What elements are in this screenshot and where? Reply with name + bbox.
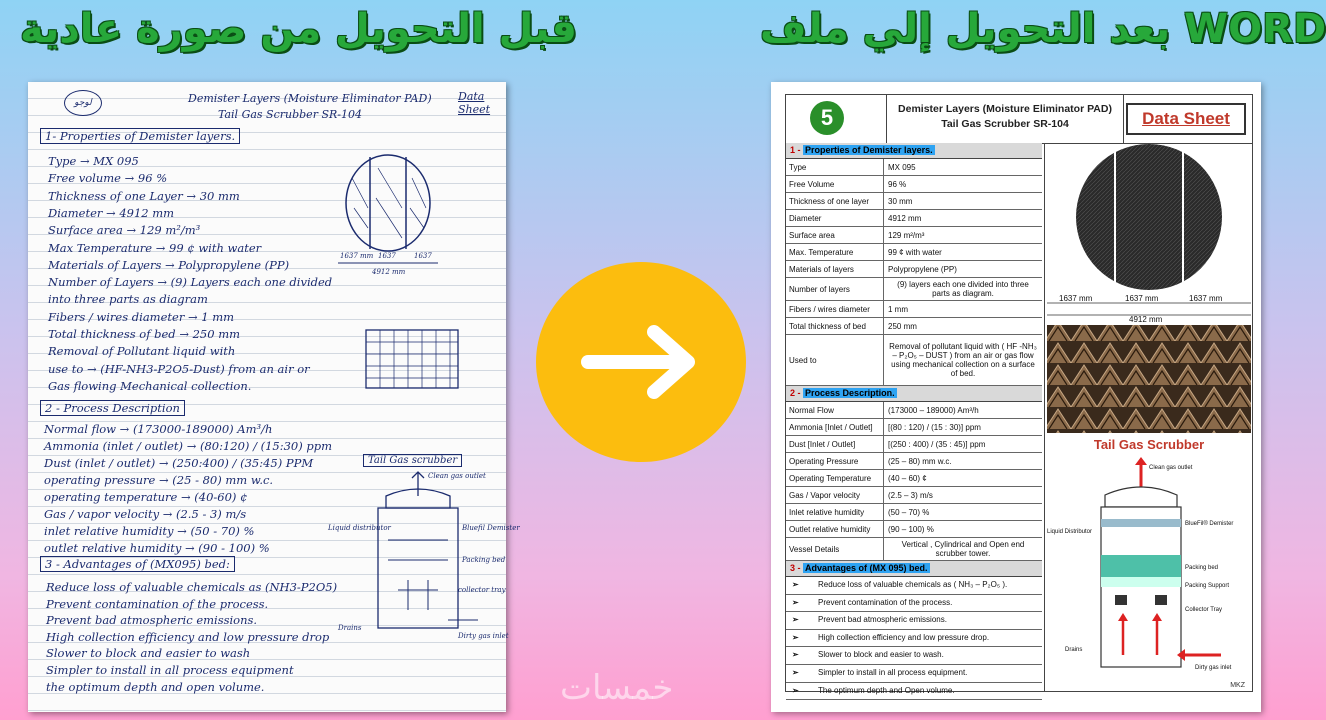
table-row xyxy=(786,504,1042,521)
row-label: Ammonia [Inlet / Outlet] xyxy=(786,419,884,435)
hw-line: operating temperature → (40-60) ¢ xyxy=(44,490,248,504)
hw-line: High collection efficiency and low pressure drop xyxy=(46,629,330,644)
packing-photo xyxy=(1047,325,1251,433)
dim-1: 1637 mm xyxy=(1059,294,1093,303)
bullet-arrow-icon: ➢ xyxy=(792,597,799,607)
row-value: 129 m²/m³ xyxy=(888,230,925,240)
row-value: Polypropylene (PP) xyxy=(888,264,957,274)
hw-line: operating pressure → (25 - 80) mm w.c. xyxy=(44,473,274,487)
doc-figures xyxy=(1044,143,1253,691)
hw-line: Gas / vapor velocity → (2.5 - 3) m/s xyxy=(44,507,247,521)
table-row xyxy=(786,470,1042,487)
hw-line: Ammonia (inlet / outlet) → (80:120) / (15:30) ppm xyxy=(44,439,332,453)
hw-dim-2: 1637 xyxy=(378,252,396,260)
hw-sketch-title: Tail Gas scrubber xyxy=(363,454,462,467)
row-value: (90 – 100) % xyxy=(888,524,934,534)
doc-subtitle: Tail Gas Scrubber SR-104 xyxy=(941,118,1069,130)
dim-3: 1637 mm xyxy=(1189,294,1223,303)
hw-line: outlet relative humidity → (90 - 100) % xyxy=(44,541,270,555)
row-label: Surface area xyxy=(786,227,884,243)
hw-label-liquid: Liquid distributor xyxy=(328,524,391,532)
row-label: Operating Temperature xyxy=(786,470,884,486)
table-row xyxy=(786,278,1042,301)
row-label: Number of layers xyxy=(786,278,884,300)
table-row xyxy=(786,419,1042,436)
label-bluefil: BlueFil® Demister xyxy=(1185,521,1234,527)
advantage-text: Simpler to install in all process equipment. xyxy=(818,667,968,677)
row-value: Removal of pollutant liquid with ( HF -NH₃ – P₂O₅ – DUST ) from an air or gas flow using mechanical collection on a surface of bed. xyxy=(889,342,1037,378)
row-label: Outlet relative humidity xyxy=(786,521,884,537)
advantage-text: High collection efficiency and low pressure drop. xyxy=(818,632,990,642)
advantage-text: Slower to block and easier to wash. xyxy=(818,650,944,660)
hw-section1: 1- Properties of Demister layers. xyxy=(40,128,240,144)
row-label: Fibers / wires diameter xyxy=(786,301,884,317)
row-value: (40 – 60) ¢ xyxy=(888,473,927,483)
doc-number-badge: 5 xyxy=(810,101,844,135)
row-value: [(250 : 400) / (35 : 45)] ppm xyxy=(888,439,986,449)
label-drains: Drains xyxy=(1065,647,1083,653)
bullet-arrow-icon: ➢ xyxy=(792,667,799,677)
table-row xyxy=(786,227,1042,244)
hw-line: Diameter → 4912 mm xyxy=(48,205,175,220)
sec2-heading: 2 - Process Description. xyxy=(786,386,1042,402)
bullet-arrow-icon: ➢ xyxy=(792,632,799,642)
hw-label-drains: Drains xyxy=(338,624,362,632)
table-row xyxy=(786,193,1042,210)
row-value: [(80 : 120) / (15 : 30)] ppm xyxy=(888,422,981,432)
hw-dim-3: 1637 xyxy=(414,252,432,260)
bullet-arrow-icon: ➢ xyxy=(792,685,799,695)
hw-scrubber-sketch xyxy=(328,470,520,670)
hw-line: Materials of Layers → Polypropylene (PP) xyxy=(48,257,290,272)
hw-label-collector: collector tray xyxy=(458,586,506,594)
hw-label-packing: Packing bed xyxy=(462,556,506,564)
advantage-item xyxy=(786,647,1042,665)
table-row xyxy=(786,487,1042,504)
bullet-arrow-icon: ➢ xyxy=(792,615,799,625)
hw-label-clean: Clean gas outlet xyxy=(428,472,486,480)
row-label: Total thickness of bed xyxy=(786,318,884,334)
hw-line: Slower to block and easier to wash xyxy=(46,646,251,661)
hw-section2: 2 - Process Description xyxy=(40,400,185,416)
row-label: Operating Pressure xyxy=(786,453,884,469)
label-liquid: Liquid Distributor xyxy=(1047,529,1093,535)
hw-line: Fibers / wires diameter → 1 mm xyxy=(48,309,235,324)
hw-line: Type → MX 095 xyxy=(48,154,139,168)
hw-line: Prevent contamination of the process. xyxy=(46,596,269,611)
hw-line: Surface area → 129 m²/m³ xyxy=(48,223,201,238)
sec1-heading: 1 - Properties of Demister layers. xyxy=(786,143,1042,159)
table-row xyxy=(786,521,1042,538)
table-row xyxy=(786,436,1042,453)
row-value: 250 mm xyxy=(888,321,917,331)
hw-line: Thickness of one Layer → 30 mm xyxy=(48,188,240,203)
hw-dim-total: 4912 mm xyxy=(372,268,406,276)
dim-total: 4912 mm xyxy=(1129,315,1163,324)
row-value: 99 ¢ with water xyxy=(888,247,942,257)
table-row xyxy=(786,335,1042,386)
hw-line: Prevent bad atmospheric emissions. xyxy=(46,613,258,628)
row-value: (173000 – 189000) Am³/h xyxy=(888,405,979,415)
hw-section3: 3 - Advantages of (MX095) bed: xyxy=(40,556,235,572)
advantage-text: Prevent bad atmospheric emissions. xyxy=(818,615,947,625)
doc-header xyxy=(786,95,1252,144)
advantage-item xyxy=(786,577,1042,595)
table-row xyxy=(786,159,1042,176)
label-clean: Clean gas outlet xyxy=(1149,465,1193,471)
hw-line: Max Temperature → 99 ¢ with water xyxy=(48,240,262,255)
advantage-item xyxy=(786,612,1042,630)
after-heading: بعد التحويل إلي ملف WORD xyxy=(760,6,1326,52)
row-label: Dust [Inlet / Outlet] xyxy=(786,436,884,452)
row-label: Materials of layers xyxy=(786,261,884,277)
hw-subtitle: Tail Gas Scrubber SR-104 xyxy=(218,108,362,121)
row-label: Max. Temperature xyxy=(786,244,884,260)
word-document xyxy=(771,82,1261,712)
dim-2: 1637 mm xyxy=(1125,294,1159,303)
row-value: Vertical , Cylindrical and Open end scrubber tower. xyxy=(901,540,1025,558)
hw-line: Dust (inlet / outlet) → (250:400) / (35:45) PPM xyxy=(44,456,314,470)
row-label: Inlet relative humidity xyxy=(786,504,884,520)
table-row xyxy=(786,453,1042,470)
advantage-item xyxy=(786,595,1042,613)
demister-layer-diagram xyxy=(1045,143,1253,433)
bullet-arrow-icon: ➢ xyxy=(792,580,799,589)
doc-datasheet-label: Data Sheet xyxy=(1126,103,1246,135)
hw-line: Reduce loss of valuable chemicals as (NH3-P2O5) xyxy=(46,580,338,594)
label-packing: Packing bed xyxy=(1185,565,1219,571)
doc-title: Demister Layers (Moisture Eliminator PAD) xyxy=(898,103,1112,115)
row-label: Vessel Details xyxy=(786,538,884,560)
row-value: 96 % xyxy=(888,179,907,189)
row-value: 4912 mm xyxy=(888,213,922,223)
hw-line: Number of Layers → (9) Layers each one divided xyxy=(48,275,333,290)
hw-line: Total thickness of bed → 250 mm xyxy=(48,327,241,341)
row-label: Free Volume xyxy=(786,176,884,192)
hw-line: Removal of Pollutant liquid with xyxy=(48,344,236,359)
row-value: (25 – 80) mm w.c. xyxy=(888,456,952,466)
hw-label-dirty: Dirty gas inlet xyxy=(458,632,509,640)
doc-table xyxy=(786,143,1042,700)
label-collector: Collector Tray xyxy=(1185,607,1223,613)
hw-line: use to → (HF-NH3-P2O5-Dust) from an air or xyxy=(48,361,310,376)
sec3-heading: 3 - Advantages of (MX 095) bed. xyxy=(786,561,1042,577)
hw-line: Gas flowing Mechanical collection. xyxy=(48,378,252,393)
table-row xyxy=(786,261,1042,278)
row-label: Thickness of one layer xyxy=(786,193,884,209)
hw-label-bluefil: Bluefil Demister xyxy=(462,524,520,532)
table-row xyxy=(786,244,1042,261)
advantage-item xyxy=(786,683,1042,701)
advantage-item xyxy=(786,665,1042,683)
advantage-text: Prevent contamination of the process. xyxy=(818,597,953,607)
handwritten-sheet xyxy=(28,82,520,712)
hw-title: Demister Layers (Moisture Eliminator PAD) xyxy=(188,92,432,105)
hw-layer-sketch xyxy=(328,148,498,278)
label-dirty: Dirty gas inlet xyxy=(1195,665,1232,671)
right-arrow-icon xyxy=(536,262,746,462)
hw-grid-sketch xyxy=(364,328,464,392)
advantage-item xyxy=(786,630,1042,648)
table-row xyxy=(786,210,1042,227)
label-support: Packing Support xyxy=(1185,583,1230,589)
table-row xyxy=(786,176,1042,193)
hw-line: Normal flow → (173000-189000) Am³/h xyxy=(44,422,273,436)
row-value: MX 095 xyxy=(888,162,916,172)
before-heading: قبل التحويل من صورة عادية xyxy=(20,6,577,52)
table-row xyxy=(786,318,1042,335)
scrubber-title: Tail Gas Scrubber xyxy=(1093,437,1205,452)
table-row xyxy=(786,402,1042,419)
table-row xyxy=(786,538,1042,561)
watermark-logo: خمسات xyxy=(560,668,674,708)
hw-dim-1: 1637 mm xyxy=(340,252,374,260)
bullet-arrow-icon: ➢ xyxy=(792,650,799,660)
row-label: Diameter xyxy=(786,210,884,226)
row-label: Used to xyxy=(786,335,884,385)
logo-circle: لوجو xyxy=(64,90,102,116)
hw-line: the optimum depth and open volume. xyxy=(46,679,265,694)
hw-line: Free volume → 96 % xyxy=(48,171,168,186)
doc-mkz: MKZ xyxy=(1230,682,1245,689)
row-value: (9) layers each one divided into three parts as diagram. xyxy=(897,280,1029,298)
arrow-circle xyxy=(536,262,746,462)
table-row xyxy=(786,301,1042,318)
hw-line: Simpler to install in all process equipment xyxy=(46,663,294,677)
row-value: (50 – 70) % xyxy=(888,507,930,517)
row-value: 30 mm xyxy=(888,196,913,206)
advantage-text: The optimum depth and Open volume. xyxy=(818,685,955,695)
row-label: Gas / Vapor velocity xyxy=(786,487,884,503)
row-value: (2.5 – 3) m/s xyxy=(888,490,933,500)
row-label: Type xyxy=(786,159,884,175)
row-label: Normal Flow xyxy=(786,402,884,418)
advantage-text: Reduce loss of valuable chemicals as ( NH₃ – P₂O₅ ). xyxy=(818,580,1008,589)
scrubber-diagram xyxy=(1045,455,1253,691)
hw-line: inlet relative humidity → (50 - 70) % xyxy=(44,524,255,538)
hw-line: into three parts as diagram xyxy=(48,292,208,307)
hw-corner: Data Sheet xyxy=(458,90,491,116)
row-value: 1 mm xyxy=(888,304,908,314)
